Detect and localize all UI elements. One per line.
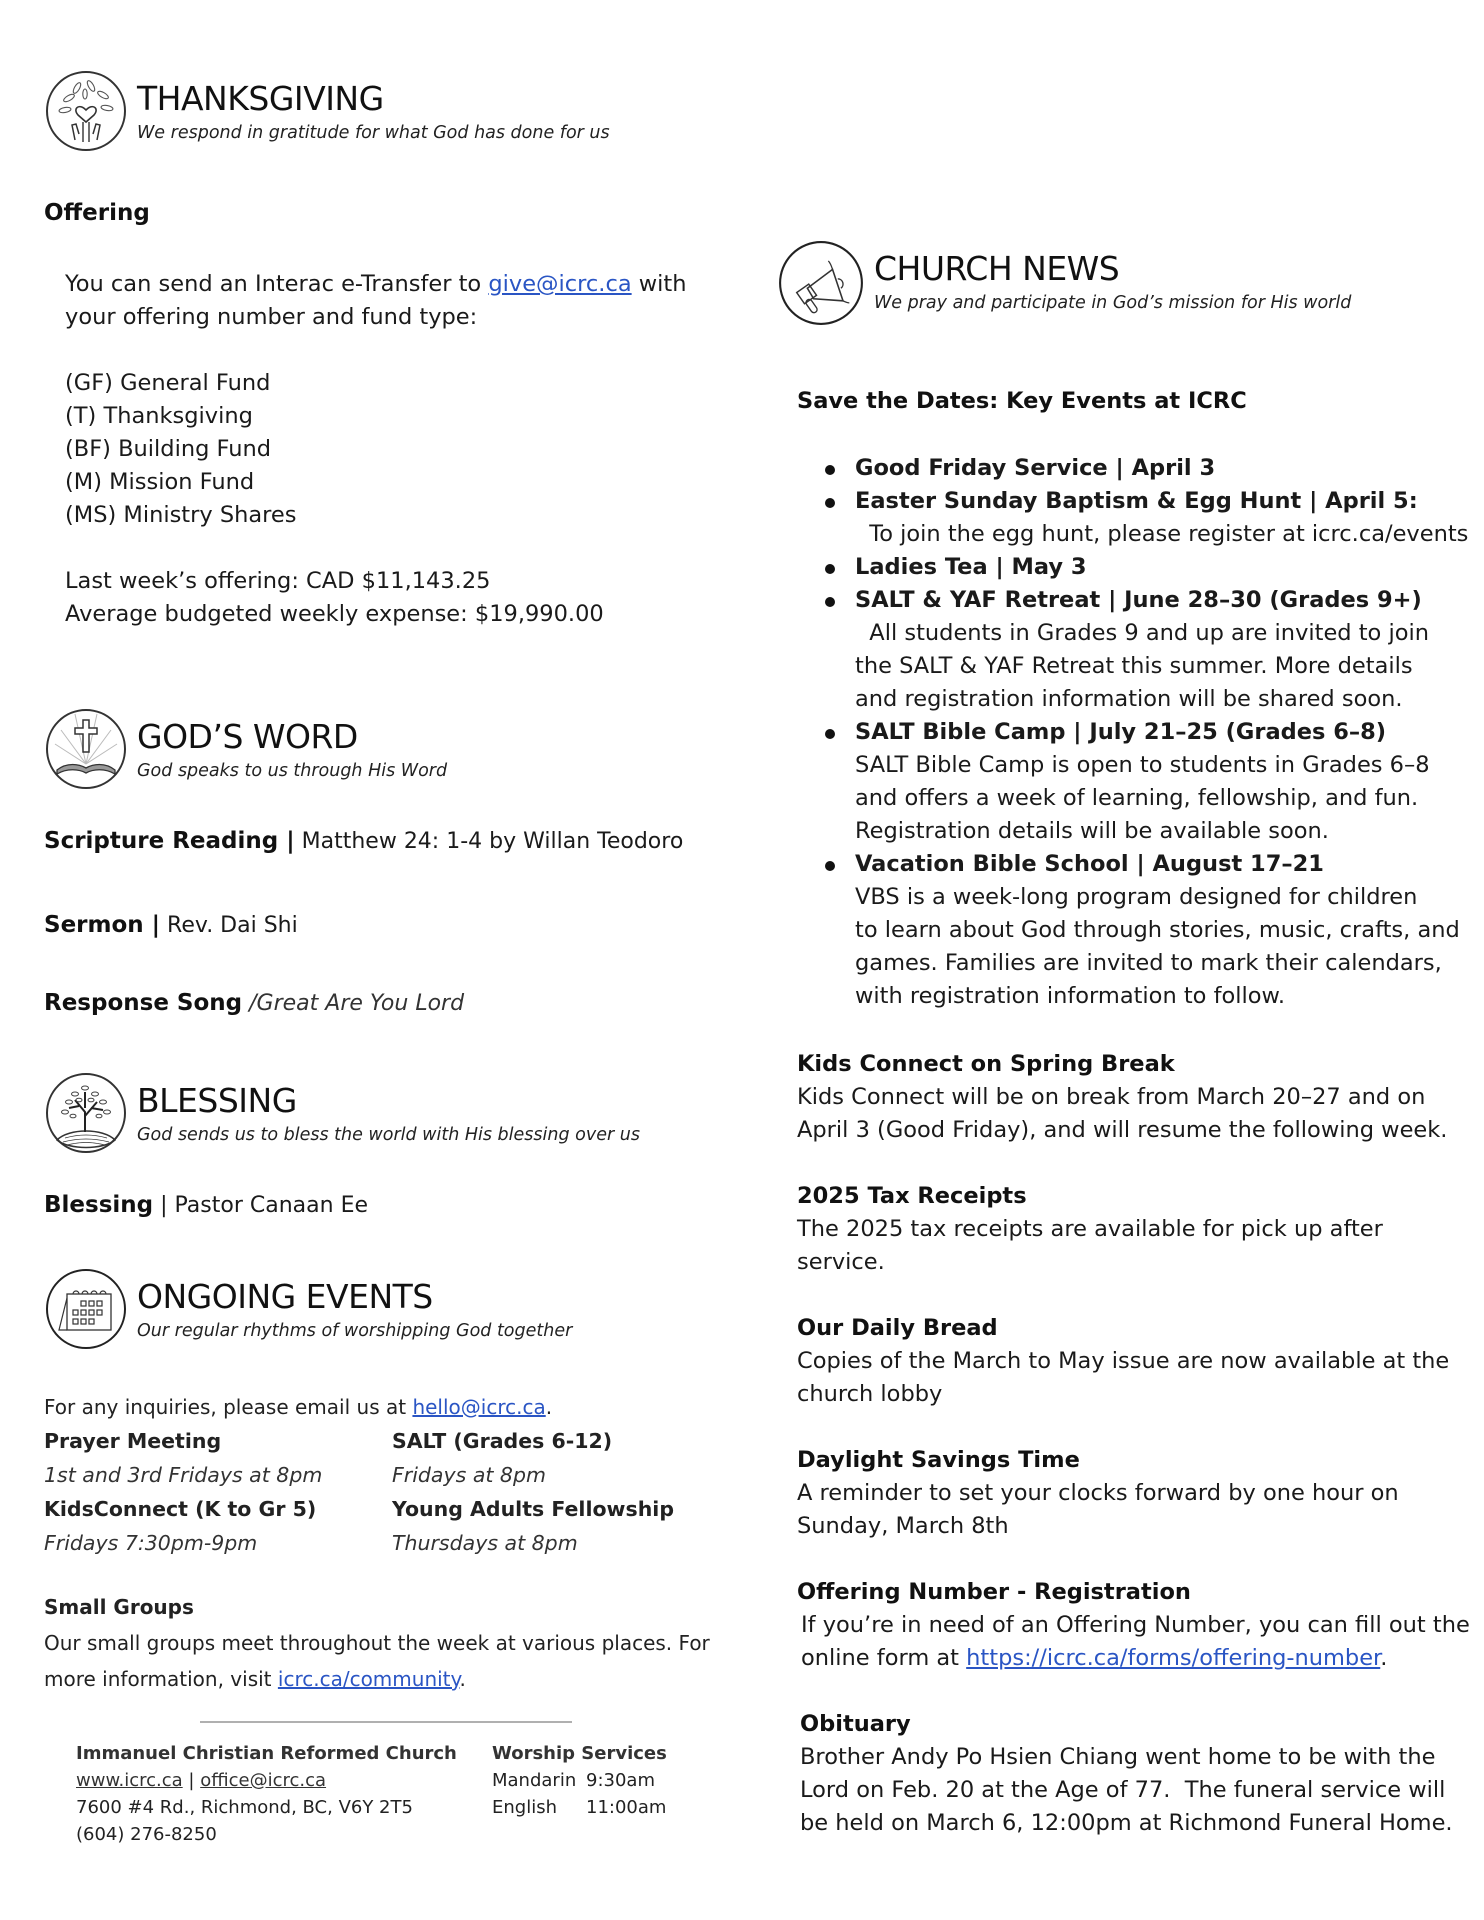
bullet-icon (825, 861, 835, 871)
save-dates-heading: Save the Dates: Key Events at ICRC (797, 388, 1247, 414)
event-name: Prayer Meeting (44, 1429, 222, 1453)
tree-icon (45, 1072, 127, 1154)
section-subtitle: God sends us to bless the world with His blessing over us (137, 1125, 640, 1145)
blessing-item (44, 1192, 368, 1218)
budgeted-expense: Average budgeted weekly expense: $19,990.00 (65, 601, 604, 627)
event-title: Ladies Tea | May 3 (855, 554, 1087, 580)
section-subtitle: God speaks to us through His Word (137, 761, 448, 781)
ongoing-events-section-header (45, 1268, 572, 1350)
inquiry-line (44, 1390, 552, 1424)
news-kids-connect (797, 1048, 1477, 1147)
event-name: Young Adults Fellowship (392, 1497, 674, 1521)
bullet-icon (825, 498, 835, 508)
key-event-item (797, 485, 1477, 551)
key-event-item (797, 716, 1477, 848)
news-body: Lord on Feb. 20 at the Age of 77. The funeral service will (800, 1777, 1446, 1803)
event-desc: Registration details will be available soon. (855, 818, 1329, 844)
event-desc: with registration information to follow. (855, 983, 1286, 1009)
church-news-section-header (778, 240, 1351, 326)
blessing-section-header (45, 1072, 640, 1154)
offering-intro-end: with (631, 271, 687, 297)
offering-details (65, 268, 687, 631)
service-language: English (492, 1797, 557, 1818)
event-title: Vacation Bible School | August 17–21 (855, 851, 1324, 877)
event-desc: to learn about God through stories, music, crafts, and (855, 917, 1460, 943)
office-email-link[interactable]: office@icrc.ca (200, 1770, 327, 1791)
church-contact (76, 1740, 457, 1848)
section-subtitle: Our regular rhythms of worshipping God together (137, 1321, 573, 1341)
offering-intro: You can send an Interac e-Transfer to (65, 271, 489, 297)
event-desc: the SALT & YAF Retreat this summer. More details (855, 653, 1413, 679)
ongoing-events-grid (44, 1424, 684, 1560)
news-body: Copies of the March to May issue are now available at the (797, 1348, 1450, 1374)
event-title: SALT Bible Camp | July 21–25 (Grades 6–8) (855, 719, 1387, 745)
gods-word-section-header (45, 708, 447, 790)
event-desc: VBS is a week-long program designed for children (855, 884, 1418, 910)
service-language: Mandarin (492, 1770, 577, 1791)
response-song-sep: / (242, 991, 257, 1016)
offering-number-form-link[interactable]: https://icrc.ca/forms/offering-number (966, 1645, 1381, 1671)
news-heading: Obituary (800, 1711, 911, 1737)
community-link[interactable]: icrc.ca/community (277, 1667, 460, 1691)
bullet-icon (825, 729, 835, 739)
give-email-link[interactable]: give@icrc.ca (488, 271, 632, 297)
event-desc: To join the egg hunt, please register at icrc.ca/events (855, 521, 1469, 547)
news-daily-bread (797, 1312, 1477, 1411)
event-desc: All students in Grades 9 and up are invited to join (855, 620, 1430, 646)
key-event-item (797, 584, 1477, 716)
thanksgiving-section-header (45, 70, 610, 152)
offering-heading: Offering (44, 200, 150, 226)
services-heading: Worship Services (492, 1743, 667, 1764)
footer-divider (200, 1721, 572, 1723)
blessing-label: Blessing (44, 1192, 154, 1218)
scripture-label: Scripture Reading | (44, 828, 295, 854)
section-title: ONGOING EVENTS (137, 1277, 433, 1316)
news-body: Sunday, March 8th (797, 1513, 1009, 1539)
news-body: Kids Connect will be on break from March 20–27 and on (797, 1084, 1426, 1110)
small-groups-line2: more information, visit (44, 1667, 278, 1691)
bullet-icon (825, 465, 835, 475)
key-event-item (797, 452, 1477, 485)
event-time: Thursdays at 8pm (392, 1531, 578, 1555)
news-heading: Daylight Savings Time (797, 1447, 1080, 1473)
service-time: 11:00am (586, 1797, 667, 1818)
news-body: online form at (801, 1645, 967, 1671)
news-body: service. (797, 1249, 885, 1275)
website-link[interactable]: www.icrc.ca (76, 1770, 183, 1791)
church-address: 7600 #4 Rd., Richmond, BC, V6Y 2T5 (76, 1797, 413, 1818)
worship-services (492, 1740, 667, 1821)
response-song-label: Response Song (44, 990, 243, 1016)
scripture-reader: Willan Teodoro (516, 829, 684, 854)
event-desc: games. Families are invited to mark their calendars, (855, 950, 1442, 976)
news-body: If you’re in need of an Offering Number, you can fill out the (801, 1612, 1470, 1638)
section-title: THANKSGIVING (137, 79, 384, 118)
bullet-icon (825, 597, 835, 607)
event-desc: and offers a week of learning, fellowship, and fun. (855, 785, 1419, 811)
news-heading: 2025 Tax Receipts (797, 1183, 1027, 1209)
section-title: GOD’S WORD (137, 717, 358, 756)
service-time: 9:30am (586, 1770, 655, 1791)
event-time: Fridays at 8pm (392, 1463, 546, 1487)
news-heading: Offering Number - Registration (797, 1579, 1191, 1605)
key-events-list (797, 452, 1477, 1013)
inquiry-text: For any inquiries, please email us at (44, 1395, 413, 1419)
response-song (44, 990, 464, 1016)
tree-heart-hands-icon (45, 70, 127, 152)
small-groups-line1: Our small groups meet throughout the week at various places. For (44, 1631, 710, 1655)
scripture-by: by (489, 829, 517, 854)
blessing-sep: | (153, 1193, 175, 1218)
news-heading: Our Daily Bread (797, 1315, 998, 1341)
fund-item: (MS) Ministry Shares (65, 502, 297, 528)
fund-item: (M) Mission Fund (65, 469, 255, 495)
small-groups-heading: Small Groups (44, 1595, 194, 1619)
news-heading: Kids Connect on Spring Break (797, 1051, 1175, 1077)
scripture-reading (44, 828, 683, 854)
event-time: Fridays 7:30pm-9pm (44, 1531, 258, 1555)
small-groups-period: . (459, 1667, 466, 1691)
news-body: A reminder to set your clocks forward by one hour on (797, 1480, 1399, 1506)
news-body: church lobby (797, 1381, 943, 1407)
event-title: Easter Sunday Baptism & Egg Hunt | April 5: (855, 488, 1418, 514)
contact-sep: | (182, 1770, 201, 1791)
church-name: Immanuel Christian Reformed Church (76, 1743, 457, 1764)
section-subtitle: We respond in gratitude for what God has done for us (137, 123, 610, 143)
sermon-label: Sermon | (44, 912, 161, 938)
bullet-icon (825, 564, 835, 574)
last-week-offering: Last week’s offering: CAD $11,143.25 (65, 568, 491, 594)
event-name: KidsConnect (K to Gr 5) (44, 1497, 317, 1521)
news-body: The 2025 tax receipts are available for pick up after (797, 1216, 1383, 1242)
sermon-preacher: Rev. Dai Shi (160, 913, 298, 938)
hello-email-link[interactable]: hello@icrc.ca (412, 1395, 546, 1419)
fund-item: (GF) General Fund (65, 370, 271, 396)
key-event-item (797, 551, 1477, 584)
event-desc: SALT Bible Camp is open to students in Grades 6–8 (855, 752, 1430, 778)
news-period: . (1380, 1645, 1388, 1671)
fund-item: (BF) Building Fund (65, 436, 272, 462)
section-title: BLESSING (137, 1081, 297, 1120)
small-groups (44, 1590, 724, 1696)
event-desc: and registration information will be shared soon. (855, 686, 1403, 712)
section-title: CHURCH NEWS (874, 249, 1120, 288)
fund-item: (T) Thanksgiving (65, 403, 253, 429)
event-time: 1st and 3rd Fridays at 8pm (44, 1463, 323, 1487)
news-daylight-savings (797, 1444, 1477, 1543)
event-title: SALT & YAF Retreat | June 28–30 (Grades 9+) (855, 587, 1422, 613)
megaphone-icon (778, 240, 864, 326)
key-event-item (797, 848, 1477, 1013)
response-song-title: Great Are You Lord (256, 991, 465, 1016)
news-body: Brother Andy Po Hsien Chiang went home to be with the (800, 1744, 1436, 1770)
news-tax-receipts (797, 1180, 1477, 1279)
section-subtitle: We pray and participate in God’s mission for His world (874, 293, 1352, 313)
offering-intro-line2: your offering number and fund type: (65, 304, 478, 330)
sermon (44, 912, 298, 938)
scripture-passage: Matthew 24: 1-4 (294, 829, 490, 854)
church-phone: (604) 276-8250 (76, 1824, 217, 1845)
news-obituary (800, 1708, 1484, 1840)
blessing-pastor: Pastor Canaan Ee (174, 1193, 368, 1218)
event-name: SALT (Grades 6-12) (392, 1429, 613, 1453)
news-offering-number (797, 1576, 1484, 1675)
inquiry-period: . (545, 1395, 553, 1419)
news-body: be held on March 6, 12:00pm at Richmond Funeral Home. (800, 1810, 1453, 1836)
cross-bible-icon (45, 708, 127, 790)
calendar-icon (45, 1268, 127, 1350)
news-body: April 3 (Good Friday), and will resume the following week. (797, 1117, 1448, 1143)
event-title: Good Friday Service | April 3 (855, 455, 1216, 481)
